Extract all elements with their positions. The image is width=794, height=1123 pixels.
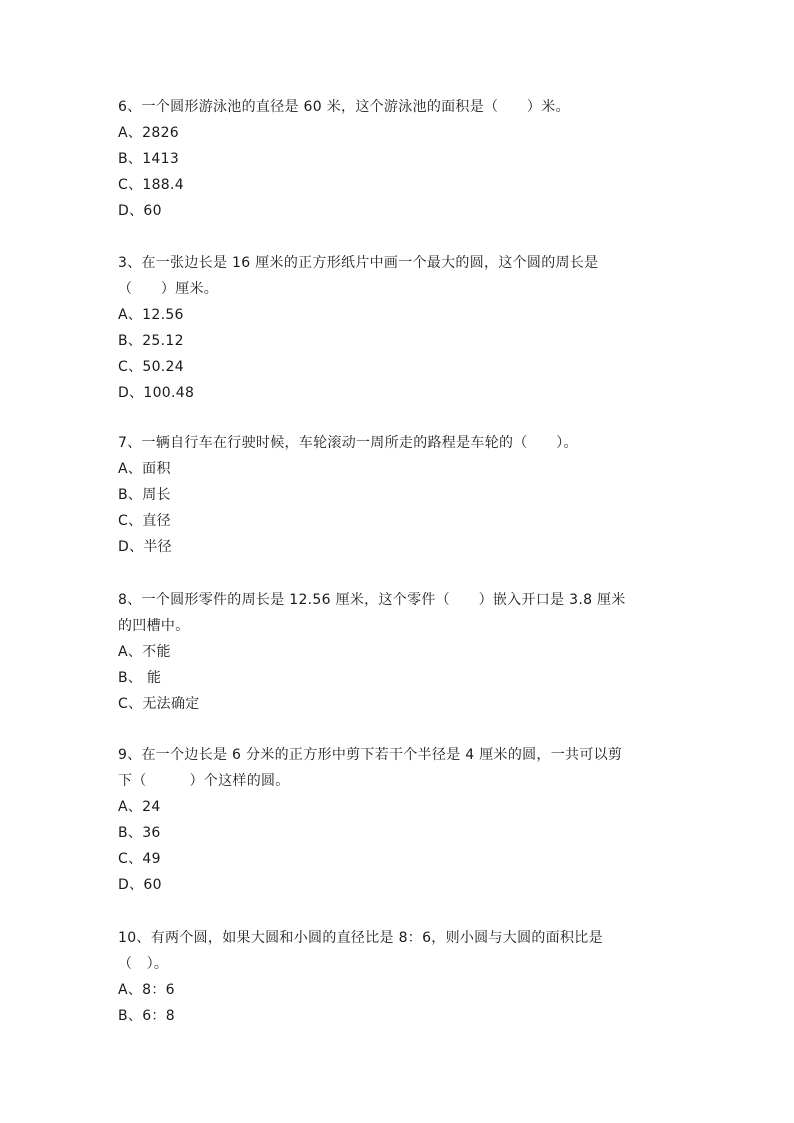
question-stem: 7、一辆自行车在行驶时候，车轮滚动一周所走的路程是车轮的（ ）。 [118,435,578,451]
question-stem-line-1: 3、在一张边长是 16 厘米的正方形纸片中画一个最大的圆，这个圆的周长是 [118,255,599,271]
option-d: D、60 [118,203,162,219]
option-b: B、周长 [118,487,171,503]
question-8 [118,587,678,717]
option-b: B、 能 [118,670,162,686]
option-c: C、49 [118,851,161,867]
option-b: B、36 [118,825,161,841]
option-a: A、8：6 [118,982,175,998]
question-stem-line-1: 8、一个圆形零件的周长是 12.56 厘米，这个零件（ ）嵌入开口是 3.8 厘米 [118,592,626,608]
option-d: D、60 [118,877,162,893]
option-b: B、6：8 [118,1008,175,1024]
question-stem-line-2: 的凹槽中。 [118,618,190,634]
option-c: C、50.24 [118,359,184,375]
option-a: A、24 [118,799,161,815]
option-c: C、无法确定 [118,696,200,712]
question-stem-line-2: （ ）厘米。 [118,281,219,297]
question-3 [118,250,678,406]
question-stem: 6、一个圆形游泳池的直径是 60 米，这个游泳池的面积是（ ）米。 [118,99,570,115]
option-a: A、2826 [118,125,180,141]
option-a: A、12.56 [118,307,184,323]
option-c: C、188.4 [118,177,184,193]
question-stem-line-2: 下（ ）个这样的圆。 [118,773,290,789]
question-7 [118,430,678,560]
question-9 [118,742,678,898]
option-a: A、面积 [118,461,171,477]
question-stem-line-1: 9、在一个边长是 6 分米的正方形中剪下若干个半径是 4 厘米的圆，一共可以剪 [118,747,623,763]
option-b: B、1413 [118,151,180,167]
question-stem-line-1: 10、有两个圆，如果大圆和小圆的直径比是 8：6，则小圆与大圆的面积比是 [118,930,603,946]
option-a: A、不能 [118,644,171,660]
option-b: B、25.12 [118,333,184,349]
question-10 [118,925,678,1029]
option-c: C、直径 [118,513,171,529]
question-6 [118,94,678,224]
option-d: D、100.48 [118,385,195,401]
question-stem-line-2: （ ）。 [118,956,169,972]
option-d: D、半径 [118,539,172,555]
